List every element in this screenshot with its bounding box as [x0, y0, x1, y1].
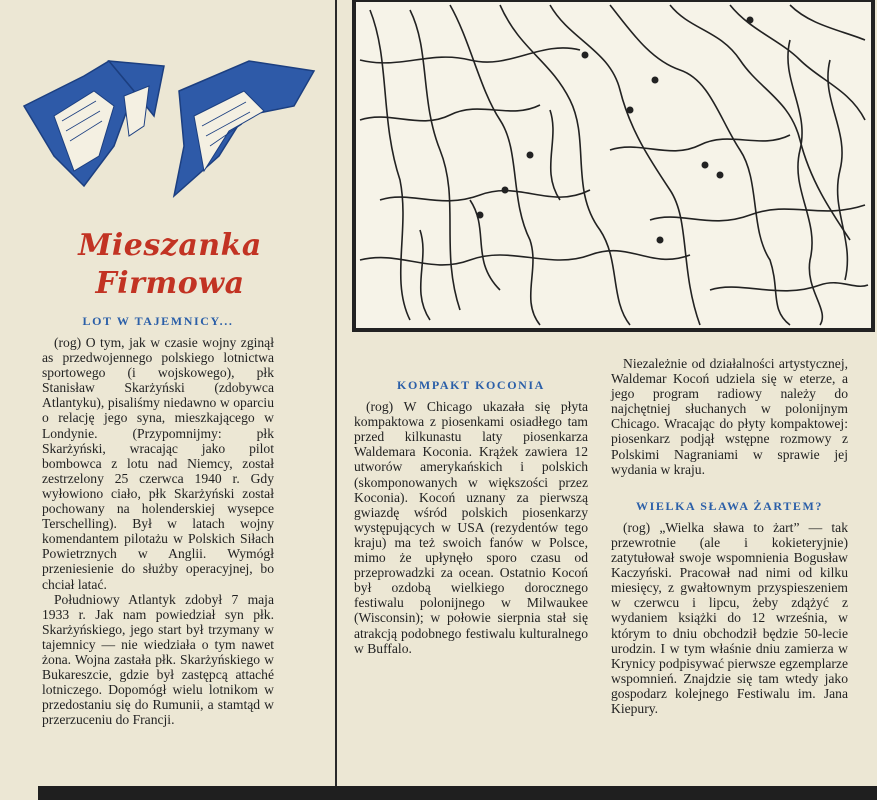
- heading-line-1: Mieszanka: [78, 228, 262, 263]
- paragraph: (rog) „Wielka sława to żart” — tak przewrotnie (ale i kokieteryjnie) zatytułował swoje wspomnienia Bogusław Kaczyński. Pracował nad nimi od kilku miesięcy, z gwałtownym przyspieszeniem w czerwcu i lipcu, żeby zdążyć z wydaniem książki do 12 września, w którym to dniu obchodził będzie 50-lecie urodzin. I w tym właśnie dniu zamierza w Krynicy podpisywać pierwsze egzemplarze wspomnień. Znajdzie się tam wtedy jako gospodarz kolejnego Festiwalu im. Jana Kiepury.: [611, 519, 848, 716]
- section-title-wielka-slawa: WIELKA SŁAWA ŻARTEM?: [636, 498, 823, 513]
- paragraph: Niezależnie od działalności artystycznej, Waldemar Kocoń udziela się w eterze, a jego program radiowy należy do najchętniej słuchanych w polonijnym Chicago. Wracając do płyty kompaktowej: piosenkarz podjął wstępne rozmowy z Polskimi Nagraniami w sprawie jej wydania w kraju.: [611, 356, 848, 477]
- article-kompakt-koconia: [354, 356, 588, 656]
- paragraph: (rog) W Chicago ukazała się płyta kompaktowa z piosenkami osiadłego tam przed kilkunastu laty piosenkarza Waldemara Koconia. Krążek zawiera 12 utworów amerykańskich i polskich (skomponowanych w większości przez Koconia). Kocoń uznany za pierwszą gwiazdę wśród polskich piosenkarzy występujących w USA (rezydentów tego kraju) ma też swoich fanów w Polsce, mimo że upłynęło sporo czasu od przeprowadzki za ocean. Ostatnio Kocoń był ozdobą wielkiego dorocznego festiwalu polonijnego w Milwaukee (Wisconsin); w połowie sierpnia stał się atrakcją podobnego festiwalu kulturalnego w Buffalo.: [354, 399, 588, 656]
- section-title-lot: LOT W TAJEMNICY...: [82, 314, 234, 328]
- article-kocon-radio-and-wielka-slawa: [611, 356, 848, 716]
- section-title-kompakt: KOMPAKT KOCONIA: [397, 378, 545, 392]
- paragraph: Południowy Atlantyk zdobył 7 maja 1933 r. Jak nam powiedział syn płk. Skarżyńskiego, jego start był trzymany w tajemnicy — nie wiedziała o tym nawet żona. Wojna zastała płk. Skarżyńskiego w Bukareszcie, gdzie był zastępcą attaché lotniczego. Dopomógł wielu lotnikom w przedostaniu się do Rumunii, a stamtąd w przerzuceniu do Francji.: [42, 591, 274, 728]
- article-lot-w-tajemnicy: [42, 335, 274, 727]
- column-divider: [335, 0, 337, 792]
- paragraph: (rog) O tym, jak w czasie wojny zginął as przedwojennego polskiego lotnictwa sportowego (i wojskowego), płk Stanisław Skarżyński (zdobywca Atlantyku), pisaliśmy niedawno w oparciu o relację jego syna, mieszkającego w Londynie. (Przypomnijmy: płk Skarżyński, wracając jako pilot bombowca z lotu nad Niemcy, został zestrzelony 25 czerwca 1940 r. Gdy wyłowiono ciało, płk Skarżyński został pochowany na holenderskiej wysepce Terschelling). Był w latach wojny komendantem pilotażu w Polskich Siłach Powietrznych w Anglii. Wymógł przeniesienie do służby operacyjnej, bo chciał latać.: [42, 335, 274, 592]
- flying-books-icon: [14, 36, 324, 206]
- bottom-rule: [38, 786, 877, 800]
- heading-line-2: Firmowa: [95, 266, 245, 301]
- maze-puzzle-picture: [350, 0, 877, 336]
